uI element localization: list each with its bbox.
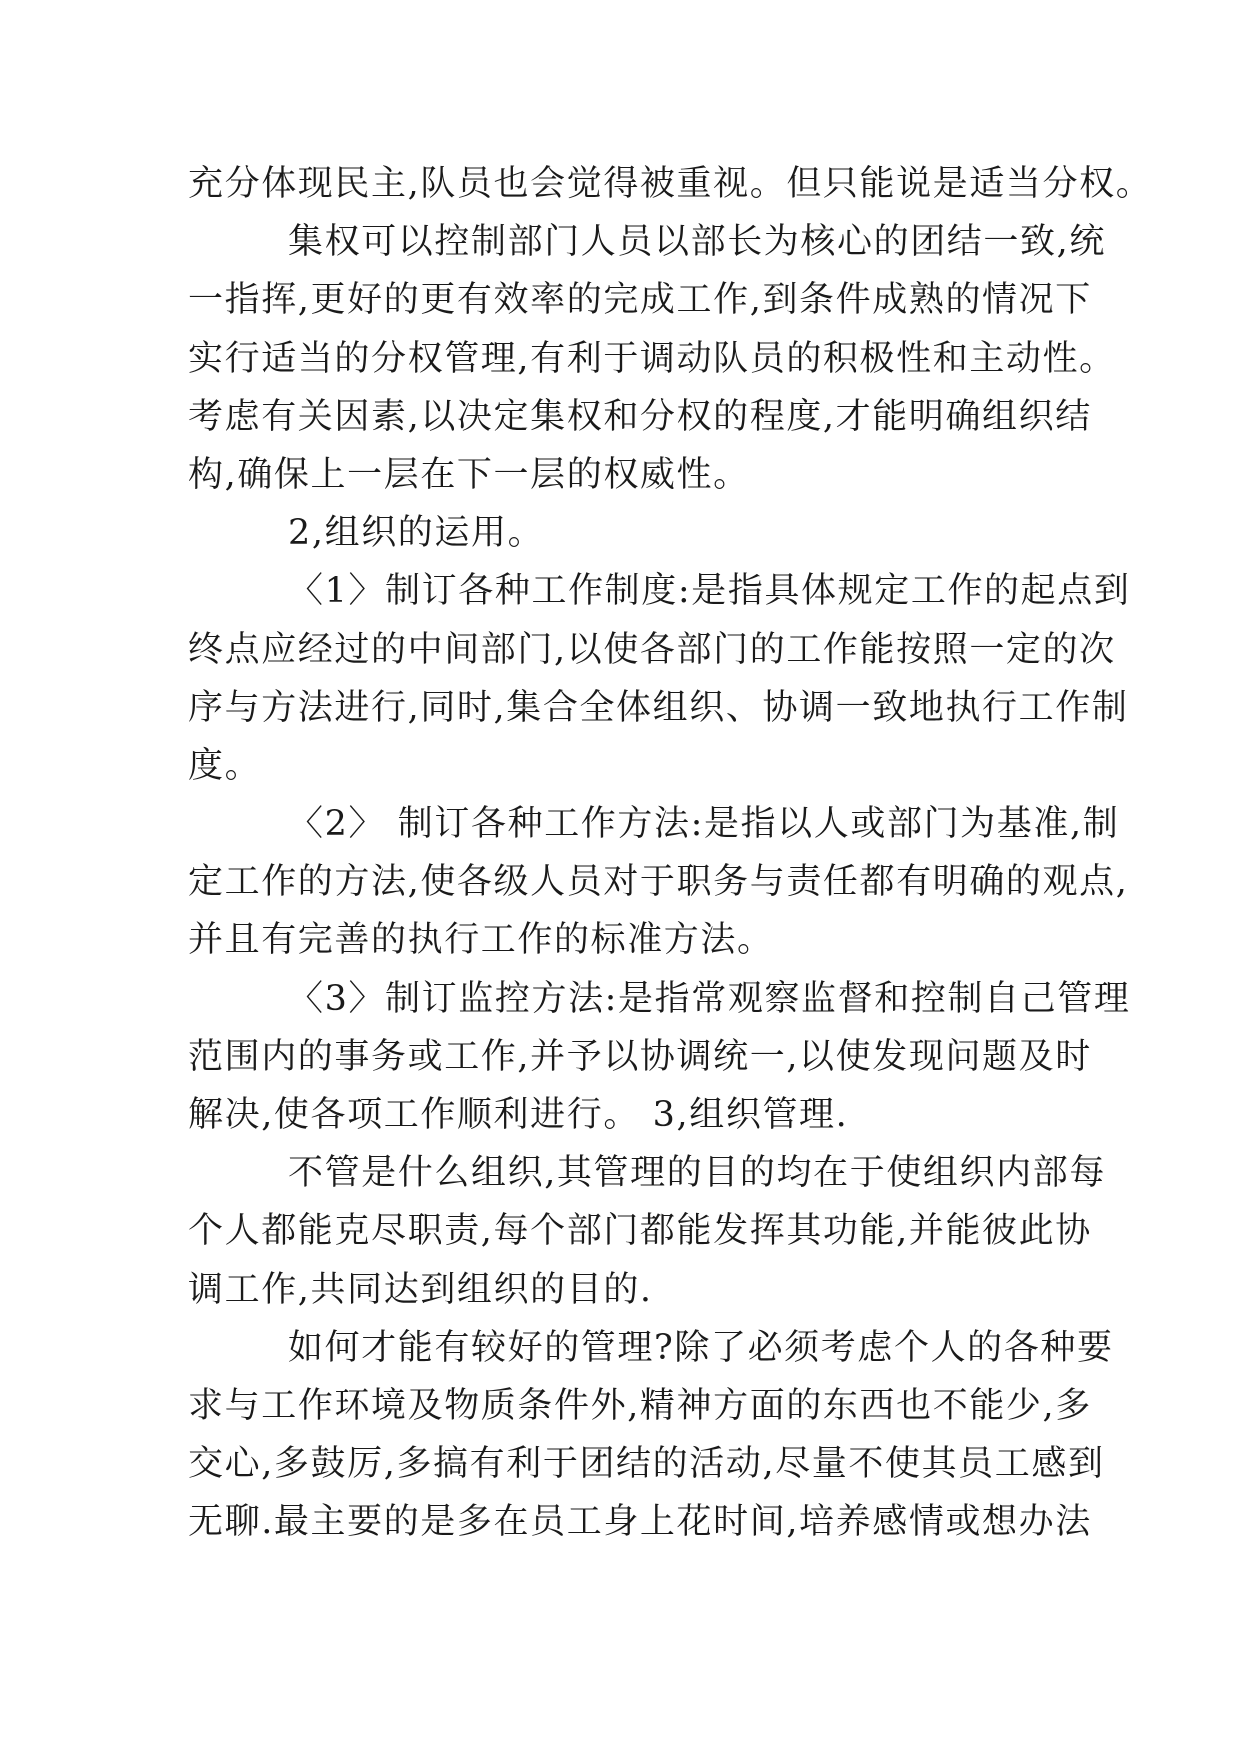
text-line: 如何才能有较好的管理?除了必须考虑个人的各种要 bbox=[288, 1327, 1114, 1368]
text-line: 考虑有关因素,以决定集权和分权的程度,才能明确组织结 bbox=[188, 396, 1092, 437]
text-line: 序与方法进行,同时,集合全体组织、协调一致地执行工作制 bbox=[188, 687, 1129, 728]
text-line: 求与工作环境及物质条件外,精神方面的东西也不能少,多 bbox=[188, 1385, 1092, 1426]
text-line: 一指挥,更好的更有效率的完成工作,到条件成熟的情况下 bbox=[188, 280, 1092, 321]
body-text bbox=[188, 155, 1153, 1552]
text-line: 终点应经过的中间部门,以使各部门的工作能按照一定的次 bbox=[188, 629, 1116, 670]
text-line: 度。 bbox=[188, 745, 262, 786]
text-line: 〈1〉制订各种工作制度:是指具体规定工作的起点到 bbox=[288, 571, 1131, 612]
text-line: 范围内的事务或工作,并予以协调统一,以使发现问题及时 bbox=[188, 1036, 1092, 1077]
text-line: 定工作的方法,使各级人员对于职务与责任都有明确的观点, bbox=[188, 862, 1129, 903]
text-line: 调工作,共同达到组织的目的. bbox=[188, 1269, 653, 1310]
text-line: 无聊.最主要的是多在员工身上花时间,培养感情或想办法 bbox=[188, 1502, 1092, 1543]
text-line: 个人都能克尽职责,每个部门都能发挥其功能,并能彼此协 bbox=[188, 1211, 1092, 1252]
section-heading: 2,组织的运用。 bbox=[288, 513, 545, 554]
text-line: 充分体现民主,队员也会觉得被重视。但只能说是适当分权。 bbox=[188, 164, 1153, 204]
text-line: 〈2〉 制订各种工作方法:是指以人或部门为基准,制 bbox=[288, 804, 1120, 845]
text-line: 实行适当的分权管理,有利于调动队员的积极性和主动性。 bbox=[188, 338, 1116, 379]
text-line: 集权可以控制部门人员以部长为核心的团结一致,统 bbox=[288, 222, 1106, 263]
text-line: 交心,多鼓厉,多搞有利于团结的活动,尽量不使其员工感到 bbox=[188, 1444, 1105, 1485]
text-line: 解决,使各项工作顺利进行。 3,组织管理. bbox=[188, 1095, 849, 1135]
text-line: 并且有完善的执行工作的标准方法。 bbox=[188, 920, 774, 961]
text-line: 不管是什么组织,其管理的目的均在于使组织内部每 bbox=[288, 1153, 1106, 1194]
text-line: 构,确保上一层在下一层的权威性。 bbox=[188, 454, 750, 495]
text-line: 〈3〉制订监控方法:是指常观察监督和控制自己管理 bbox=[288, 978, 1131, 1019]
